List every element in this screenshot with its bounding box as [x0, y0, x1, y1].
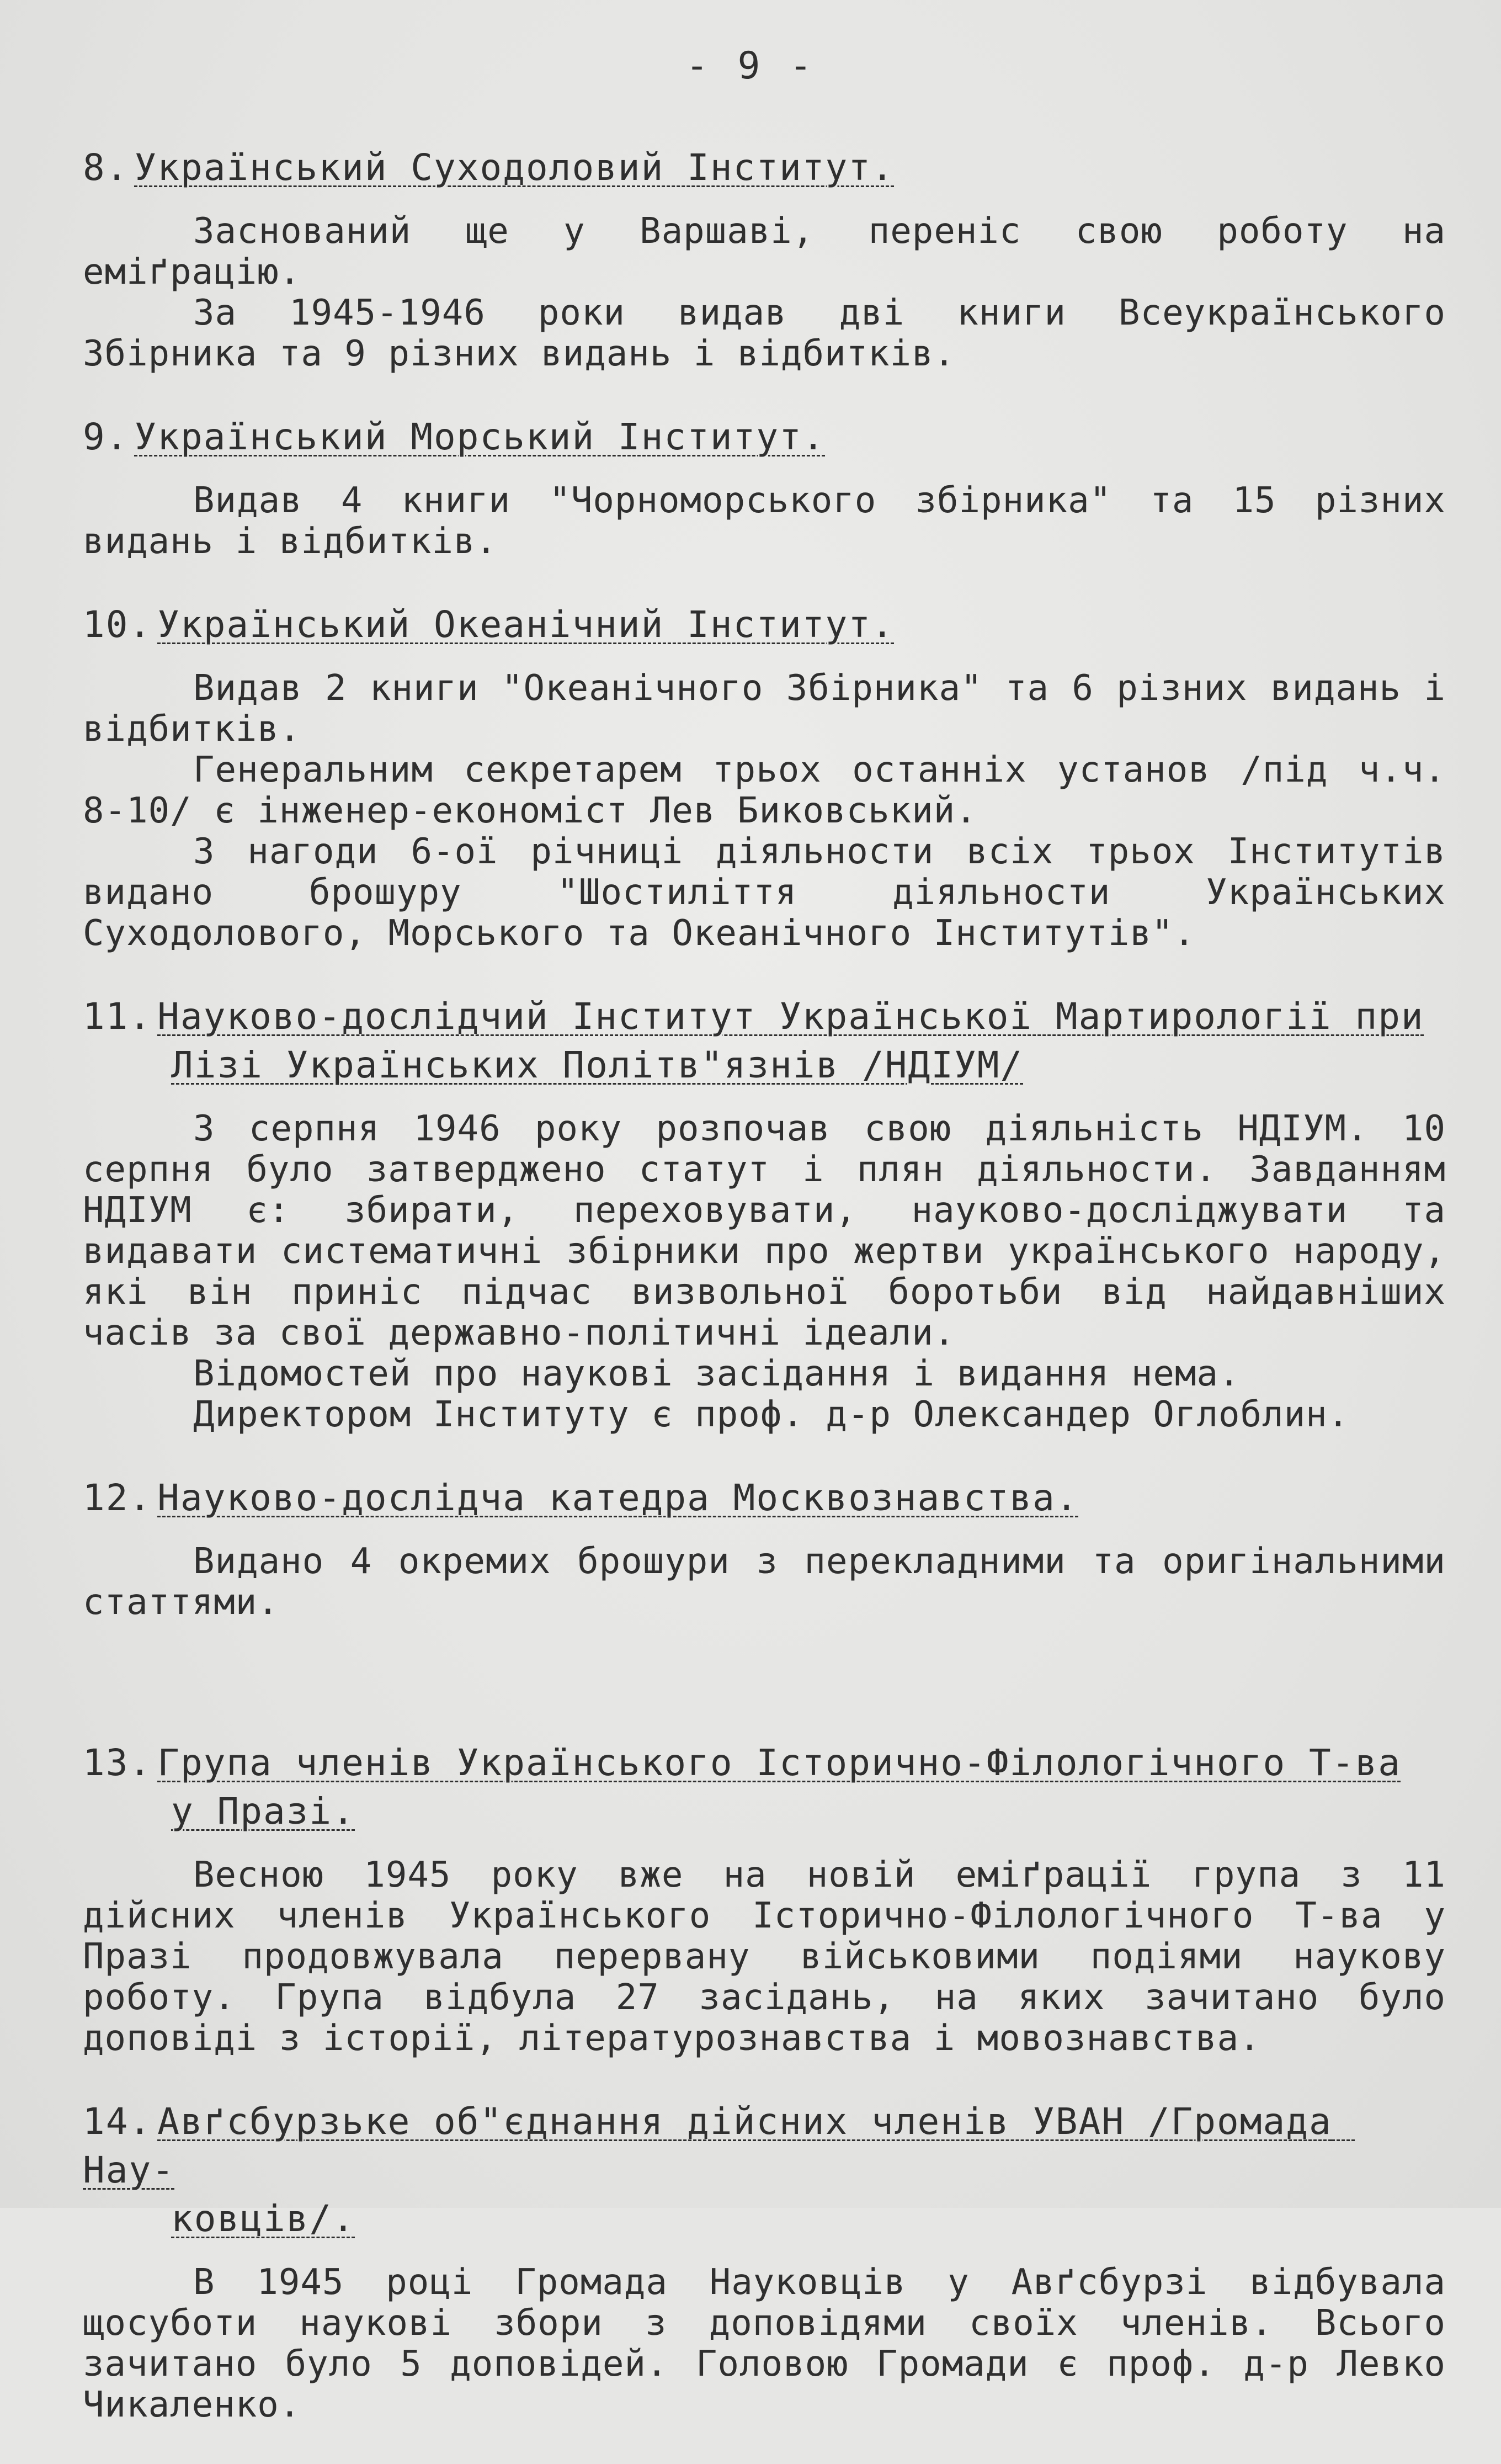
paragraph: Видано 4 окремих брошури з перекладними та оригінальними статтями.: [83, 1541, 1446, 1623]
section-13: [83, 1739, 1446, 2059]
paragraph: Генеральним секретарем трьох останніх установ /під ч.ч. 8-10/ є інженер-економіст Лев Биковський.: [83, 750, 1446, 831]
paragraph: Відомостей про наукові засідання і видання нема.: [193, 1353, 1241, 1394]
section-heading: [83, 1474, 1446, 1522]
section-title-line-1: Група членів Українського Історично-Філологічного Т-ва: [157, 1741, 1401, 1784]
section-14: [83, 2097, 1446, 2425]
paragraph: Видав 2 книги "Океанічного Збірника" та 6 різних видань і відбитків.: [83, 668, 1446, 750]
section-heading: [83, 2097, 1446, 2243]
paragraph: В 1945 році Громада Науковців у Авґсбурзі відбувала щосуботи наукові збори з доповідями своїх членів. Всього зачитано було 5 доповідей. Головою Громади є проф. д-р Левко Чикаленко.: [83, 2262, 1446, 2425]
section-number: 9.: [83, 416, 129, 458]
section-8: [83, 144, 1446, 374]
section-title-line-1: Авґсбурзьке об"єднання дійсних членів УВАН /Громада Нау-: [83, 2100, 1355, 2191]
section-number: 13.: [83, 1741, 152, 1784]
section-heading: [83, 413, 1446, 461]
section-title: Український Морський Інститут.: [134, 416, 826, 458]
section-number: 12.: [83, 1477, 152, 1519]
paragraph: З нагоди 6-ої річниці діяльности всіх трьох Інститутів видано брошуру "Шостиліття діяльности Українських Суходолового, Морського та Океанічного Інститутів".: [83, 831, 1446, 954]
page-number: - 9 -: [685, 44, 816, 88]
paragraph: Видав 4 книги "Чорноморського збірника" та 15 різних видань і відбитків.: [83, 480, 1446, 562]
section-title-line-2: у Празі.: [171, 1790, 355, 1833]
section-title-line-2: Лізі Українських Політв"язнів /НДІУМ/: [171, 1044, 1024, 1086]
paragraph: За 1945-1946 роки видав дві книги Всеукраїнського Збірника та 9 різних видань і відбитків.: [83, 293, 1446, 374]
section-number: 10.: [83, 603, 152, 646]
paragraph: Весною 1945 року вже на новій еміґрації група з 11 дійсних членів Українського Історично-Філологічного Т-ва у Празі продовжувала перервану військовими подіями наукову роботу. Група відбула 27 засідань, на яких зачитано було доповіді з історії, літературознавства і мовознавства.: [83, 1855, 1446, 2059]
section-11: [83, 992, 1446, 1435]
section-title-line-2: ковців/.: [171, 2197, 355, 2240]
spacer: [83, 1661, 1446, 1739]
paragraph: Директором Інституту є проф. д-р Олександер Оглоблин.: [193, 1394, 1350, 1435]
section-title-line-1: Науково-дослідчий Інститут Української Мартирології при: [157, 995, 1424, 1038]
section-10: [83, 601, 1446, 954]
paragraph: Заснований ще у Варшаві, переніс свою роботу на еміґрацію.: [83, 211, 1446, 293]
section-number: 8.: [83, 146, 129, 189]
section-12: [83, 1474, 1446, 1623]
section-number: 11.: [83, 995, 152, 1038]
document-body: [83, 144, 1446, 2464]
section-title: Науково-дослідча катедра Москвознавства.: [157, 1477, 1079, 1519]
section-heading: [83, 144, 1446, 192]
section-heading: [83, 601, 1446, 649]
section-9: [83, 413, 1446, 562]
section-number: 14.: [83, 2100, 152, 2143]
section-heading: [83, 1739, 1446, 1836]
section-heading: [83, 992, 1446, 1090]
paragraph: 3 серпня 1946 року розпочав свою діяльність НДІУМ. 10 серпня було затверджено статут і плян діяльности. Завданням НДІУМ є: збирати, переховувати, науково-досліджувати та видавати систематичні збірники про жертви українського народу, які він приніс підчас визвольної боротьби від найдавніших часів за свої державно-політичні ідеали.: [83, 1108, 1446, 1353]
section-title: Український Океанічний Інститут.: [157, 603, 895, 646]
section-title: Український Суходоловий Інститут.: [134, 146, 895, 189]
